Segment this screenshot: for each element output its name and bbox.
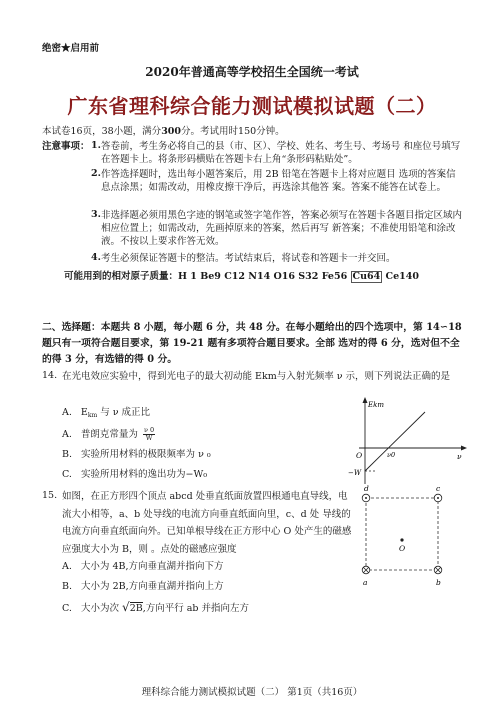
- label-c: c: [436, 484, 441, 493]
- x-intercept-label: ν0: [387, 451, 396, 459]
- q14-option-c-text: 实验所用材料的逸出功为−W₀: [80, 469, 208, 480]
- origin-label: O: [356, 451, 363, 460]
- intro-suffix: 分。考试用时150分钟。: [181, 126, 285, 137]
- q14-option-a2: [62, 426, 155, 442]
- center-point: [400, 538, 403, 541]
- q15-option-c: [62, 600, 249, 614]
- q14-option-b-text: 实验所用材料的极限频率为 ν ₀: [81, 449, 211, 460]
- intro-prefix: 本试卷16页，38小题，满分: [42, 126, 162, 137]
- notice-item-1-number: 1.: [91, 140, 101, 151]
- label-o: O: [399, 544, 406, 553]
- q14-graph: [345, 396, 470, 486]
- q14-option-a-e: E: [80, 407, 88, 418]
- wire-b-in: [434, 566, 442, 574]
- notice-label: 注意事项：: [42, 141, 90, 152]
- page-footer: 理科综合能力测试模拟试题（二） 第1页（共16页）: [141, 687, 363, 698]
- x-axis-label: ν: [457, 452, 462, 461]
- wire-c-out: [434, 494, 442, 502]
- q14-option-a2-label: A.: [62, 429, 72, 440]
- notice-item-4: 考生必须保证答题卡的整洁。考试结束后，将试卷和答题卡一并交回。: [101, 253, 396, 264]
- document-title: 广东省理科综合能力测试模拟试题（二）: [67, 94, 437, 118]
- fraction-numerator: ν 0: [143, 426, 155, 434]
- q15-option-c-text: ,方向平行 ab 并指向左方: [142, 603, 250, 614]
- q15-option-b-label: B.: [62, 581, 73, 592]
- q14-option-a-sub: km: [87, 412, 98, 419]
- q14-option-b: [62, 446, 211, 460]
- atomic-mass-values: H 1 Be9 C12 N14 O16 S32 Fe56: [178, 271, 348, 282]
- exam-title: 2020年普通高等学校招生全国统一考试: [145, 65, 359, 79]
- q15-option-a-label: A.: [62, 561, 72, 572]
- atomic-mass-label: 可能用到的相对原子质量：: [64, 271, 179, 282]
- label-d: d: [364, 484, 369, 493]
- notice-item-2-number: 2.: [91, 168, 101, 179]
- q15-stem: 如图，在正方形四个顶点 abcd 处垂直纸面放置四根通电直导线，电流大小相等，a、b 处导线的电流方向垂直纸面向里，c、d 处 导线的电流方向垂直纸面向外。已知单根导线在正方形中心 O 处产生的磁感应强度大小为 B，则 。点处的磁感应强度: [62, 491, 352, 555]
- y-axis-arrow: [363, 397, 368, 403]
- x-axis-arrow: [461, 446, 467, 451]
- q14-option-c: [62, 466, 207, 480]
- q14-number: 14.: [42, 370, 58, 381]
- q15-option-c-sqrt: 2B: [129, 603, 143, 614]
- square-outline: [366, 498, 438, 570]
- q15-figure: [352, 484, 457, 594]
- atomic-mass-line: [64, 270, 419, 283]
- confidential-label: 绝密★启用前: [42, 43, 100, 54]
- notice-item-3-number: 3.: [91, 209, 101, 220]
- q15-option-b: [62, 578, 224, 592]
- q14-option-a: [62, 404, 150, 419]
- q15-number: 15.: [42, 490, 58, 501]
- ekm-line: [365, 412, 425, 471]
- intro-line: [42, 125, 285, 138]
- intro-score: 300: [161, 126, 182, 137]
- q14-stem: 在光电效应实验中，得到光电子的最大初动能 Ekm与入射光频率 ν 示，则下列说法正确的是: [62, 371, 451, 382]
- q14-option-a2-text: 普朗克常量为: [80, 429, 138, 440]
- notice-item-1: 答卷前，考生务必将自己的县（市、区）、学校、姓名、考生号、考场号 和座位号填写在答题卡上。将条形码横贴在答题卡右上角“条形码粘贴处”。: [101, 141, 461, 166]
- wire-d-out: [362, 494, 370, 502]
- y-intercept-label: −W: [348, 469, 362, 477]
- atomic-mass-cu: Cu64: [352, 271, 381, 282]
- q15-option-c-prefix: 大小为次: [80, 603, 119, 614]
- label-b: b: [436, 578, 441, 587]
- section-2-heading: 二、选择题：本题共 8 小题，每小题 6 分，共 48 分。在每小题给出的四个选项中，第 14∽18 题只有一项符合题目要求，第 19-21 题有多项符合题目要求。全部 选对的得 6 分，选对但不全的得 3 分，有选错的得 0 分。: [42, 322, 462, 365]
- atomic-mass-ce: Ce140: [385, 271, 419, 282]
- notice-item-4-number: 4.: [91, 252, 101, 263]
- notice-item-3: 非选择题必须用黑色字迹的钢笔或签字笔作答，答案必须写在答题卡各题目指定区域内相应位置上；如需改动，先画掉原来的答案，然后再写 新答案；不准使用铅笔和涂改液。不按以上要求作答无效。: [101, 210, 463, 248]
- q14-option-a2-fraction: [143, 427, 155, 442]
- wire-a-in: [362, 566, 370, 574]
- sqrt-symbol: √: [122, 600, 130, 614]
- q14-option-c-label: C.: [62, 469, 72, 480]
- q15-option-b-text: 大小为 2B,方向垂直湖并指向上方: [81, 581, 224, 592]
- notice-item-2: 作答选择题时，选出每小题答案后，用 2B 铅笔在答题卡上将对应题目 选项的答案信息点涂黑；如需改动，用橡皮擦干净后，再选涂其他答 案。答案不能答在试卷上。: [101, 169, 456, 194]
- q14-option-a-label: A.: [62, 407, 72, 418]
- fraction-denominator: W: [145, 434, 153, 442]
- q15-option-a: [62, 558, 224, 572]
- q15-option-a-text: 大小为 4B,方向垂直湖并指向下方: [80, 561, 224, 572]
- q14-option-a-text: 与 ν 成正比: [100, 407, 151, 418]
- q15-option-c-label: C.: [62, 603, 72, 614]
- y-axis-label: Ekm: [368, 401, 384, 409]
- q14-option-b-label: B.: [62, 449, 73, 460]
- label-a: a: [363, 578, 368, 587]
